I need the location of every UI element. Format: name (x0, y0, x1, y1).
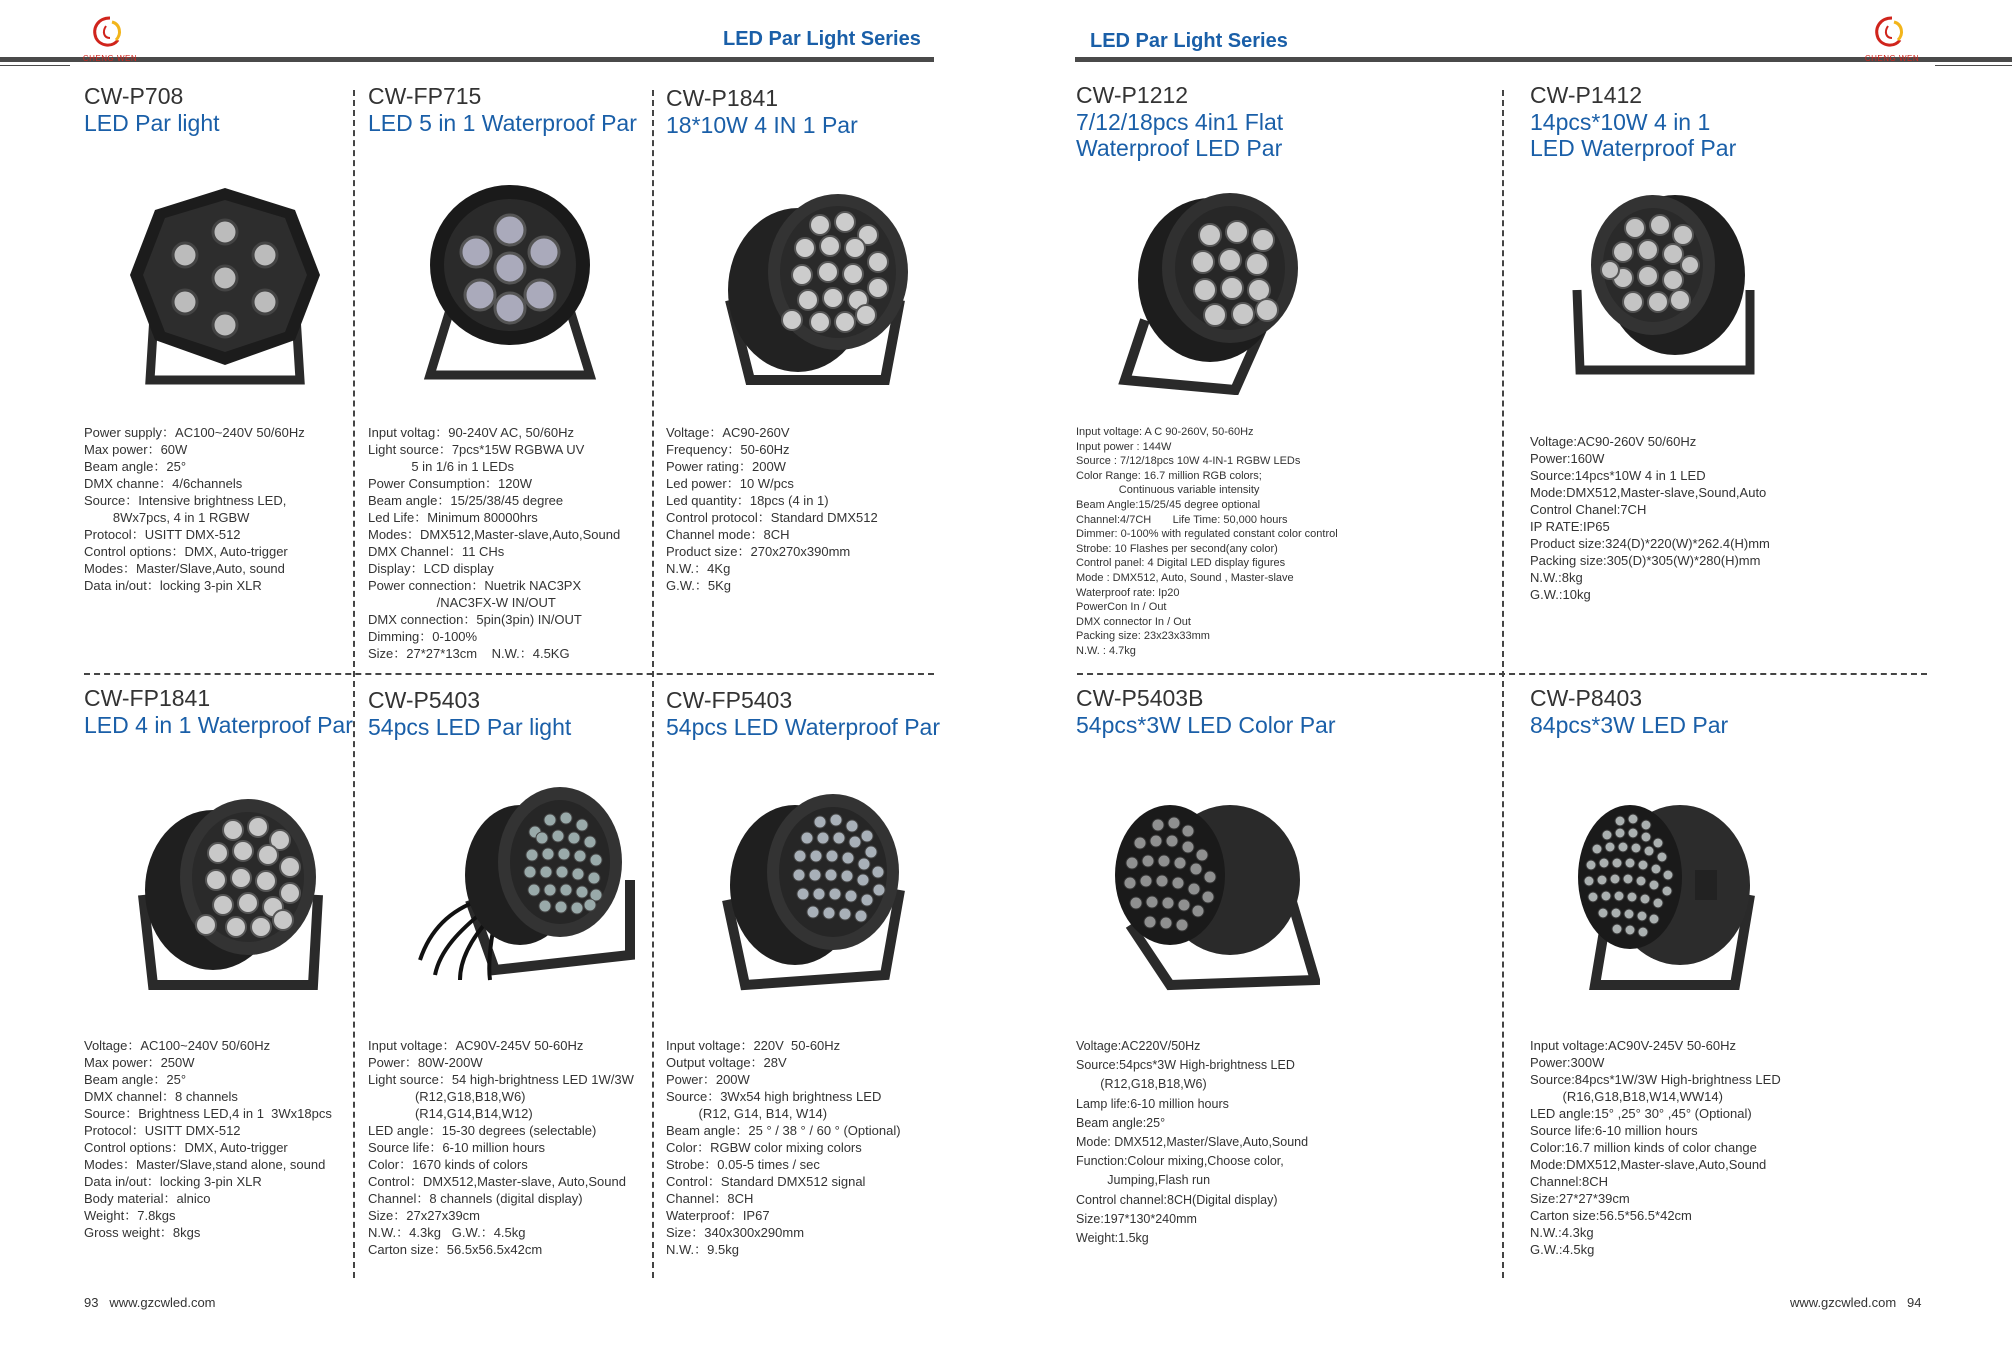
product-specs: Voltage：AC100~240V 50/60Hz Max power：250W Beam angle：25° DMX channel：8 channels Source：Brightness LED,4 in 1 3Wx18pcs Protocol：USITT DMX-512 Control options：DMX, Auto-trigger Modes：Master/Slave,stand alone, sound Data in/out：locking 3-pin XLR Body material：alnico Weight：7.8kgs Gross weight：8kgs (84, 1038, 332, 1240)
product-name: 54pcs LED Par light (368, 714, 572, 740)
product-photo-14x10w-par (1565, 180, 1765, 395)
row-divider-right (1077, 673, 1927, 675)
header-rule-left (0, 57, 934, 62)
product-specs: Input voltage:AC90V-245V 50-60Hz Power:300W Source:84pcs*1W/3W High-brightness LED (R16,G18,B18,W14,WW14) LED angle:15° ,25° 30° ,45° (Optional) Source life:6-10 million hours Color:16.7 million kinds of color change Mode:DMX512,Master-slave,Auto,Sound Channel:8CH Size:27*27*39cm Carton size:56.5*56.5*42cm N.W.:4.3kg G.W.:4.5kg (1530, 1038, 1781, 1257)
product-model: CW-P1212 (1076, 82, 1189, 108)
product-photo-54pcs-color-par (1100, 785, 1320, 1000)
product-name: LED 5 in 1 Waterproof Par (368, 110, 637, 136)
column-divider-1 (353, 90, 355, 1278)
brand-name: CHENG WEN (1864, 54, 1920, 63)
column-divider-3 (1502, 90, 1504, 1278)
product-photo-54pcs-waterproof-par (715, 780, 915, 995)
website-link-right[interactable]: www.gzcwled.com (1790, 1295, 1897, 1310)
product-specs: Voltage:AC220V/50Hz Source:54pcs*3W High-brightness LED (R12,G18,B18,W6) Lamp life:6-10 million hours Beam angle:25° Mode: DMX512,Master/Slave,Auto,Sound Function:Colour mixing,Choose color, Jumping,Flash run Control channel:8CH(Digital display) Size:197*130*240mm Weight:1.5kg (1076, 1039, 1309, 1246)
product-cw-p5403 (368, 687, 571, 740)
product-model: CW-P708 (84, 83, 184, 109)
product-cw-p708 (84, 83, 220, 136)
product-specs: Input voltag：90-240V AC, 50/60Hz Light source：7pcs*15W RGBWA UV 5 in 1/6 in 1 LEDs Power Consumption：120W Beam angle：15/25/38/45 degree Led Life：Minimum 80000hrs Modes：DMX512,Master-slave,Auto,Sound DMX Channel：11 CHs Display：LCD display Power connection：Nuetrik NAC3PX /NAC3FX-W IN/OUT DMX connection：5pin(3pin) IN/OUT Dimming：0-100% Size：27*27*13cm N.W.：4.5KG (368, 425, 621, 661)
product-model: CW-P1841 (666, 85, 779, 111)
product-specs: Voltage:AC90-260V 50/60Hz Power:160W Source:14pcs*10W 4 in 1 LED Mode:DMX512,Master-slave,Sound,Auto Control Chanel:7CH IP RATE:IP65 Product size:324(D)*220(W)*262.4(H)mm Packing size:305(D)*305(W)*280(H)mm N.W.:8kg G.W.:10kg (1530, 434, 1770, 602)
product-name: LED 4 in 1 Waterproof Par (84, 712, 353, 738)
page-number-left: 93 (84, 1295, 99, 1310)
header-rule-right-thin (1935, 65, 2012, 66)
row-divider-left (84, 673, 934, 675)
product-photo-84pcs-par (1565, 785, 1765, 1000)
column-divider-2 (652, 90, 654, 1278)
product-name-line-1: 7/12/18pcs 4in1 Flat (1076, 109, 1284, 135)
product-cw-fp715 (368, 83, 637, 136)
product-model: CW-P8403 (1530, 685, 1643, 711)
series-title-left: LED Par Light Series (723, 28, 921, 50)
product-name-line-2: Waterproof LED Par (1076, 135, 1283, 161)
footer-right (1790, 1295, 1922, 1310)
product-model: CW-FP715 (368, 83, 482, 109)
brand-logo-left (80, 12, 140, 72)
page-number-right: 94 (1907, 1295, 1922, 1310)
product-name: 18*10W 4 IN 1 Par (666, 112, 858, 138)
product-cw-p1212 (1076, 82, 1283, 161)
product-specs: Input voltage：AC90V-245V 50-60Hz Power：80W-200W Light source：54 high-brightness LED 1W/3W (R12,G18,B18,W6) (R14,G14,B14,W12) LED angle：15-30 degrees (selectable) Source life：6-10 million hours Color：1670 kinds of colors Control：DMX512,Master-slave, Auto,Sound Channel：8 channels (digital display) Size：27x27x39cm N.W.：4.3kg G.W.：4.5kg Carton size：56.5x56.5x42cm (368, 1038, 634, 1257)
product-cw-fp1841 (84, 685, 353, 738)
product-specs: Input voltage：220V 50-60Hz Output voltage：28V Power：200W Source：3Wx54 high brightness LED (R12, G14, B14, W14) Beam angle：25 ° / 38 ° / 60 ° (Optional) Color：RGBW color mixing colors Strobe：0.05-5 times / sec Control：Standard DMX512 signal Channel：8CH Waterproof：IP67 Size：340x300x290mm N.W.：9.5kg (666, 1038, 901, 1257)
product-model: CW-P5403 (368, 687, 481, 713)
product-photo-flat-waterproof-par (1115, 180, 1315, 395)
series-title-right: LED Par Light Series (1090, 30, 1288, 52)
product-cw-fp5403 (666, 687, 940, 740)
product-name: 54pcs*3W LED Color Par (1076, 712, 1336, 738)
product-specs: Power supply：AC100~240V 50/60Hz Max power：60W Beam angle：25° DMX channe：4/6channels Source：Intensive brightness LED, 8Wx7pcs, 4 in 1 RGBW Protocol：USITT DMX-512 Control options：DMX, Auto-trigger Modes：Master/Slave,Auto, sound Data in/out：locking 3-pin XLR (84, 425, 305, 593)
product-name: 54pcs LED Waterproof Par (666, 714, 940, 740)
product-photo-flat-par (125, 180, 325, 395)
swirl-logo-icon (80, 12, 140, 56)
website-link-left[interactable]: www.gzcwled.com (109, 1295, 216, 1310)
product-specs: Input voltage: A C 90-260V, 50-60Hz Input power : 144W Source : 7/12/18pcs 10W 4-IN-1 RGBW LEDs Color Range: 16.7 million RGB colors; Continuous variable intensity Beam Angle:15/25/45 degree optional Channel:4/7CH Life Time: 50,000 hours Dimmer: 0-100% with regulated constant color control Strobe: 10 Flashes per second(any color) Control panel: 4 Digital LED display figures Mode : DMX512, Auto, Sound , Master-slave Waterproof rate: Ip20 PowerCon In / Out DMX connector In / Out Packing size: 23x23x33mm N.W. : 4.7kg (1076, 426, 1338, 657)
product-photo-54pcs-par (400, 780, 640, 990)
product-name-line-1: 14pcs*10W 4 in 1 (1530, 109, 1711, 135)
product-cw-p8403 (1530, 685, 1728, 738)
product-model: CW-FP5403 (666, 687, 793, 713)
product-name: 84pcs*3W LED Par (1530, 712, 1729, 738)
product-specs: Voltage：AC90-260V Frequency：50-60Hz Power rating：200W Led power：10 W/pcs Led quantity：18pcs (4 in 1) Control protocol：Standard DMX512 Channel mode：8CH Product size：270x270x390mm N.W.：4Kg G.W.：5Kg (666, 425, 878, 593)
footer-left (84, 1295, 216, 1310)
product-photo-waterproof-par (410, 180, 610, 390)
swirl-logo-icon (1862, 12, 1922, 56)
product-photo-18x10w-par (710, 180, 920, 390)
brand-logo-right (1862, 12, 1922, 72)
header-rule-left-thin (0, 65, 70, 66)
product-photo-4in1-waterproof-par (128, 785, 328, 995)
product-model: CW-P1412 (1530, 82, 1643, 108)
product-name-line-2: LED Waterproof Par (1530, 135, 1737, 161)
product-name: LED Par light (84, 110, 220, 136)
product-cw-p1412 (1530, 82, 1736, 161)
product-model: CW-FP1841 (84, 685, 211, 711)
product-cw-p1841 (666, 85, 858, 138)
product-model: CW-P5403B (1076, 685, 1204, 711)
brand-name: CHENG WEN (82, 54, 138, 63)
product-cw-p5403b (1076, 685, 1336, 738)
